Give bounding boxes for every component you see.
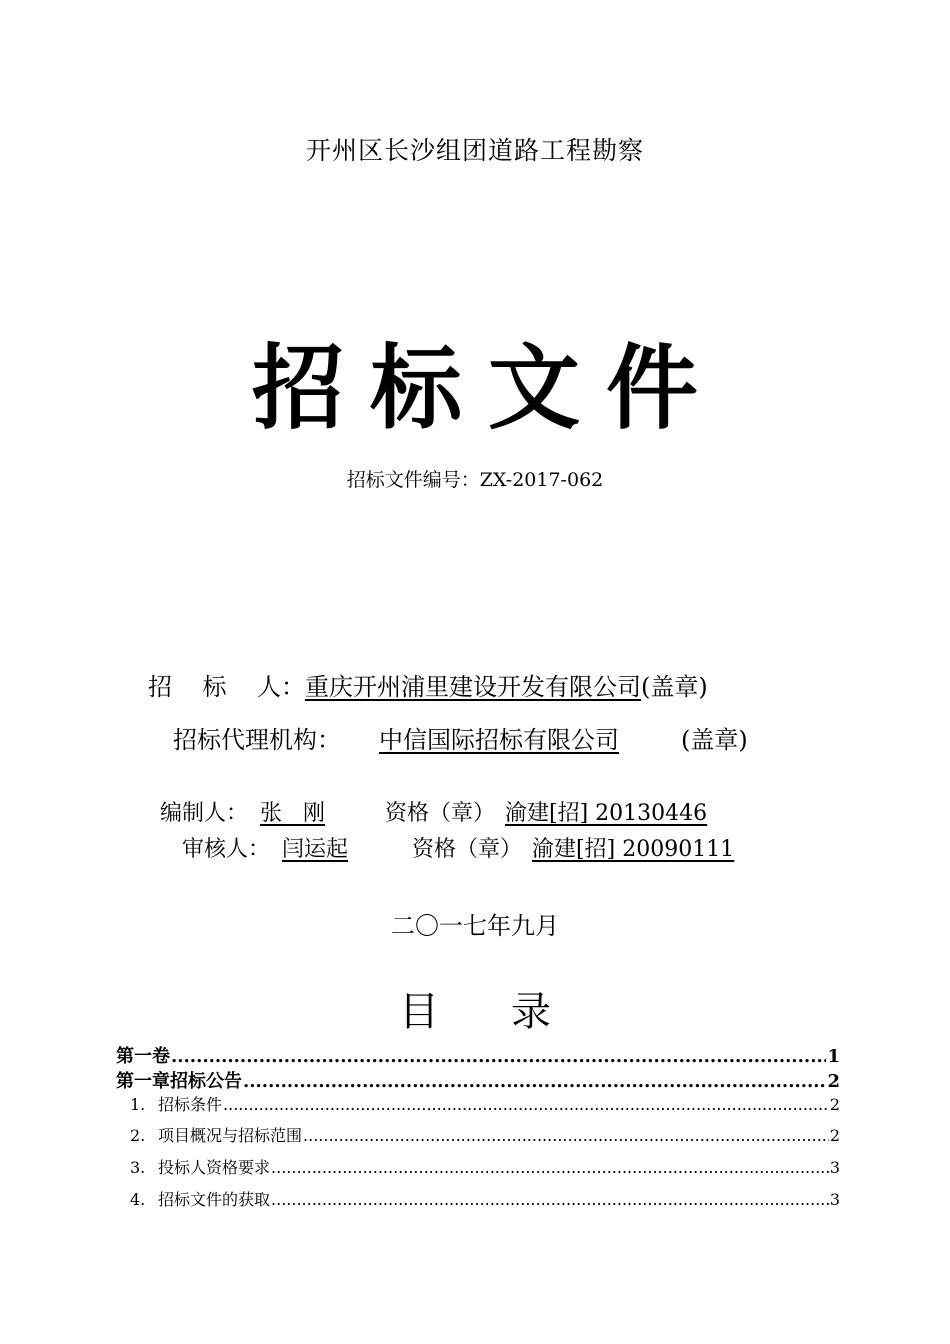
tenderer-seal: (盖章) [641, 673, 708, 701]
toc-entry-number: 4. [130, 1190, 146, 1209]
compiler-line [160, 796, 717, 827]
toc-entry-text: 招标文件的获取 [158, 1190, 271, 1209]
toc-page-number: 3 [829, 1158, 840, 1177]
toc-entry[interactable] [116, 1046, 840, 1068]
agency-label: 招标代理机构： [173, 726, 341, 754]
agency-line [173, 720, 748, 755]
reviewer-label: 审核人： [182, 837, 271, 862]
compiler-cert: 渝建[招] 20130446 [505, 801, 708, 826]
toc-entry-number: 1. [130, 1095, 146, 1114]
project-title: 开州区长沙组团道路工程勘察 [305, 136, 644, 165]
toc-title: 目录 [399, 989, 623, 1035]
compiler-cert-label: 资格（章） [385, 801, 496, 826]
document-main-title: 招标文件 [251, 334, 724, 442]
toc-leader-dots [271, 1158, 829, 1178]
toc-entry-text: 项目概况与招标范围 [158, 1126, 303, 1145]
toc-entry[interactable] [116, 1126, 840, 1146]
toc-entry[interactable] [116, 1095, 840, 1115]
toc-entry-number: 3. [130, 1158, 146, 1177]
compiler-name: 张 刚 [260, 801, 325, 826]
toc-leader-dots [171, 1046, 826, 1068]
toc-entry-label [116, 1126, 302, 1146]
compiler-cert-underline [495, 801, 717, 826]
toc-entry-label [116, 1158, 270, 1178]
agency-name-underline [341, 726, 681, 754]
reviewer-cert-underline [522, 837, 746, 862]
toc-leader-dots [223, 1095, 829, 1115]
document-number: 招标文件编号：ZX-2017-062 [346, 469, 604, 491]
tenderer-label: 招 标 人： [148, 673, 306, 701]
toc-entry-label [116, 1190, 270, 1210]
toc-entry-text: 投标人资格要求 [158, 1158, 271, 1177]
tenderer-line [148, 667, 708, 702]
toc-page-number: 1 [827, 1046, 840, 1067]
agency-name: 中信国际招标有限公司 [379, 726, 619, 754]
toc-entry[interactable] [116, 1190, 840, 1210]
compiler-label: 编制人： [160, 801, 249, 826]
toc-entry-number: 2. [130, 1126, 146, 1145]
toc-entry-text: 第一章招标公告 [116, 1071, 242, 1092]
reviewer-name-underline [270, 837, 362, 862]
compiler-name-underline [248, 801, 337, 826]
toc-page-number: 2 [829, 1126, 840, 1145]
issue-date: 二〇一七年九月 [391, 912, 559, 940]
tenderer-name: 重庆开州浦里建设开发有限公司 [305, 673, 642, 701]
toc-leader-dots [243, 1071, 826, 1093]
toc-entry-label [116, 1095, 222, 1115]
reviewer-cert: 渝建[招] 20090111 [532, 837, 735, 862]
agency-seal: (盖章) [681, 726, 748, 754]
toc-entry-text: 第一卷 [116, 1046, 170, 1067]
reviewer-line [182, 832, 746, 863]
toc-leader-dots [271, 1190, 829, 1210]
reviewer-cert-label: 资格（章） [412, 837, 523, 862]
toc-entry-text: 招标条件 [158, 1095, 223, 1114]
toc-entry-label [116, 1071, 242, 1093]
toc-page-number: 3 [829, 1190, 840, 1209]
toc-entry[interactable] [116, 1071, 840, 1093]
toc-leader-dots [303, 1126, 829, 1146]
toc-page-number: 2 [827, 1071, 840, 1092]
reviewer-name: 闫运起 [282, 837, 349, 862]
toc-page-number: 2 [829, 1095, 840, 1114]
toc-entry[interactable] [116, 1158, 840, 1178]
toc-entry-label [116, 1046, 170, 1068]
